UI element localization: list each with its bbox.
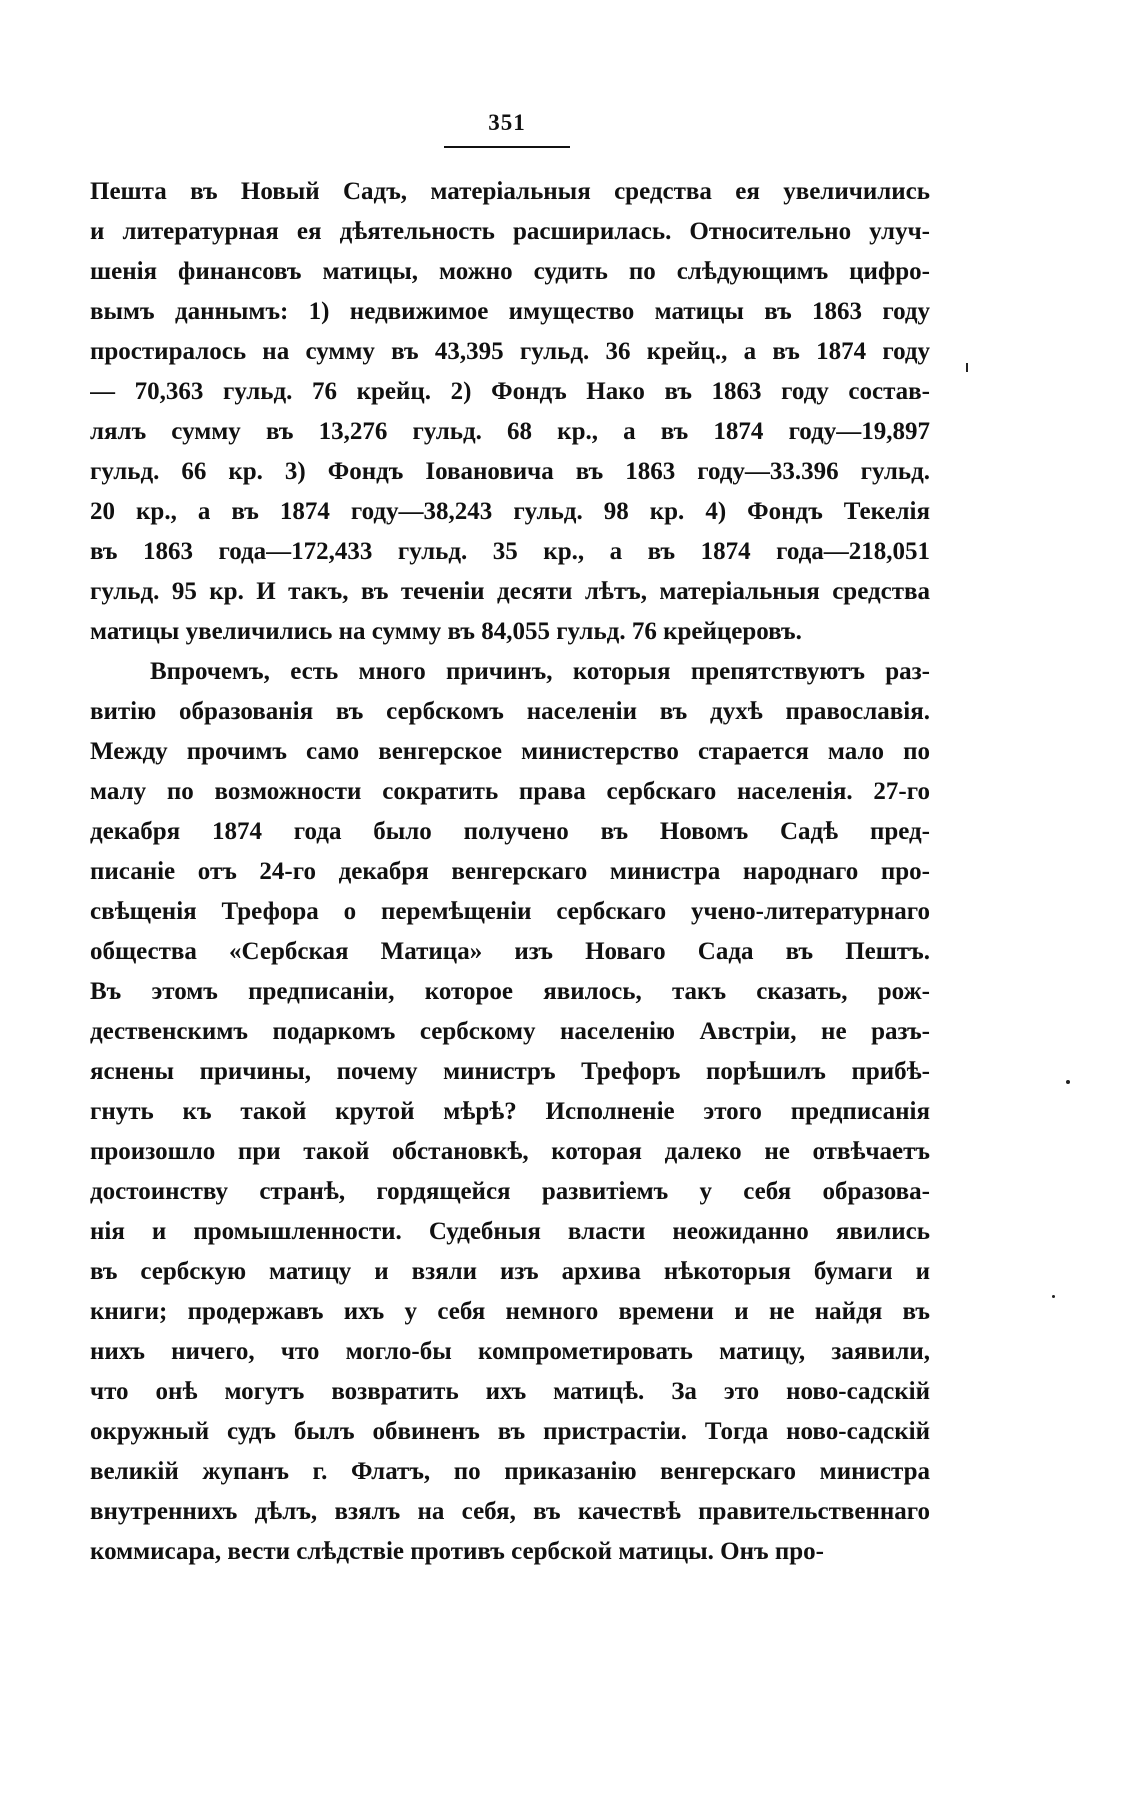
text-line: малу по возможности сократить права сербскаго населенія. 27-го xyxy=(90,778,930,805)
text-line: книги; продержавъ ихъ у себя немного времени и не найдя въ xyxy=(90,1298,930,1325)
text-line: яснены причины, почему министръ Трефоръ порѣшилъ прибѣ- xyxy=(90,1058,930,1085)
text-line: въ 1863 года—172,433 гульд. 35 кр., а въ 1874 года—218,051 xyxy=(90,538,930,565)
text-line: — 70,363 гульд. 76 крейц. 2) Фондъ Нако въ 1863 году состав- xyxy=(90,378,930,405)
paragraph xyxy=(90,652,930,1572)
text-line: Между прочимъ само венгерское министерство старается мало по xyxy=(90,738,930,765)
text-line: писаніе отъ 24-го декабря венгерскаго министра народнаго про- xyxy=(90,858,930,885)
text-line: 20 кр., а въ 1874 году—38,243 гульд. 98 кр. 4) Фондъ Текелія xyxy=(90,498,930,525)
text-line: дественскимъ подаркомъ сербскому населенію Австріи, не разъ- xyxy=(90,1018,930,1045)
text-line: гнуть къ такой крутой мѣрѣ? Исполненіе этого предписанія xyxy=(90,1098,930,1125)
text-line: гульд. 95 кр. И такъ, въ теченіи десяти лѣтъ, матеріальныя средства xyxy=(90,578,930,605)
text-block xyxy=(90,172,930,1572)
text-line: матицы увеличились на сумму въ 84,055 гульд. 76 крейцеровъ. xyxy=(90,618,802,645)
text-line: шенія финансовъ матицы, можно судить по слѣдующимъ цифро- xyxy=(90,258,930,285)
text-line: нія и промышленности. Судебныя власти неожиданно явились xyxy=(90,1218,930,1245)
text-line: окружный судъ былъ обвиненъ въ пристрастіи. Тогда ново-садскій xyxy=(90,1418,930,1445)
text-line: достоинству странѣ, гордящейся развитіемъ у себя образова- xyxy=(90,1178,930,1205)
text-line: декабря 1874 года было получено въ Новомъ Садѣ пред- xyxy=(90,818,930,845)
text-line: въ сербскую матицу и взяли изъ архива нѣкоторыя бумаги и xyxy=(90,1258,930,1285)
scan-mark xyxy=(1066,1080,1070,1084)
scan-mark xyxy=(1052,1295,1055,1298)
paragraph xyxy=(90,172,930,652)
page-number-rule xyxy=(444,146,570,148)
text-line: что онѣ могутъ возвратить ихъ матицѣ. За это ново-садскій xyxy=(90,1378,930,1405)
text-line: гульд. 66 кр. 3) Фондъ Іовановича въ 1863 году—33.396 гульд. xyxy=(90,458,930,485)
text-line: свѣщенія Трефора о перемѣщеніи сербскаго учено-литературнаго xyxy=(90,898,930,925)
text-line: внутреннихъ дѣлъ, взялъ на себя, въ качествѣ правительственнаго xyxy=(90,1498,930,1525)
text-line: коммисара, вести слѣдствіе противъ сербской матицы. Онъ про- xyxy=(90,1538,824,1565)
text-line: Пешта въ Новый Садъ, матеріальныя средства ея увеличились xyxy=(90,178,930,205)
text-line: общества «Сербская Матица» изъ Новаго Сада въ Пештъ. xyxy=(90,938,930,965)
text-line: вымъ даннымъ: 1) недвижимое имущество матицы въ 1863 году xyxy=(90,298,930,325)
text-line: и литературная ея дѣятельность расширилась. Относительно улуч- xyxy=(90,218,930,245)
text-line: Въ этомъ предписаніи, которое явилось, такъ сказать, рож- xyxy=(90,978,930,1005)
text-line: витію образованія въ сербскомъ населеніи въ духѣ православія. xyxy=(90,698,930,725)
page-number: 351 xyxy=(488,110,526,135)
text-line: простиралось на сумму въ 43,395 гульд. 36 крейц., а въ 1874 году xyxy=(90,338,930,365)
text-line: лялъ сумму въ 13,276 гульд. 68 кр., а въ 1874 году—19,897 xyxy=(90,418,930,445)
text-line: нихъ ничего, что могло-бы компрометировать матицу, заявили, xyxy=(90,1338,930,1365)
scan-mark xyxy=(966,363,968,372)
text-line: произошло при такой обстановкѣ, которая далеко не отвѣчаетъ xyxy=(90,1138,930,1165)
text-line: Впрочемъ, есть много причинъ, которыя препятствуютъ раз- xyxy=(150,658,930,685)
text-line: великій жупанъ г. Флатъ, по приказанію венгерскаго министра xyxy=(90,1458,930,1485)
